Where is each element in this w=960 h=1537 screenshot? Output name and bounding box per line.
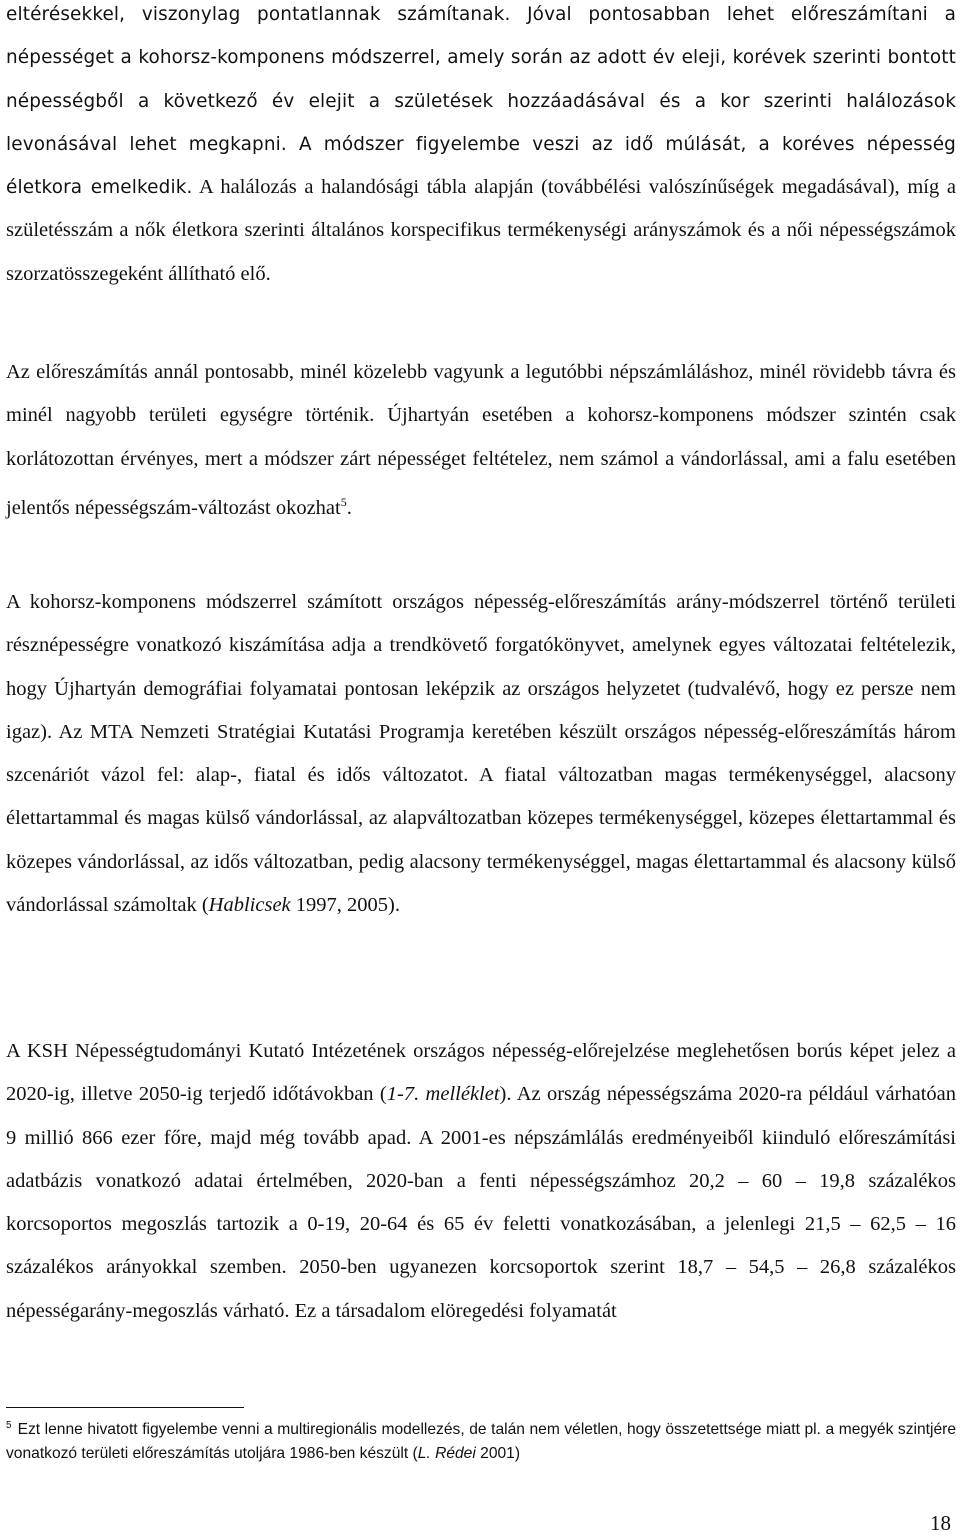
paragraph-2-text: Az előreszámítás annál pontosabb, minél közelebb vagyunk a legutóbbi népszámláláshoz, minél rövidebb távra és minél nagyobb területi egységre történik. Újhartyán esetében a kohorsz-komponens módszer szintén csak korlátozottan érvényes, mert a módszer zárt népességet feltételez, nem számol a vándorlással, ami a falu esetében jelentős népességszám-változást okozhat (6, 361, 956, 519)
paragraph-2-end: . (346, 496, 352, 519)
footnote-text: Ezt lenne hivatott figyelembe venni a multiregionális modellezés, de talán nem véletlen, hogy összetettsége miatt pl. a megyék szintjére vonatkozó területi előreszámítás utoljára 1986-ben készült ( (6, 1421, 956, 1462)
paragraph-1-sans-text: eltérésekkel, viszonylag pontatlannak számítanak. Jóval pontosabban lehet előreszámítani a népességet a kohorsz-komponens módszerrel, amely során az adott év eleji, korévek szerinti bontott népességből a következő év elejit a születések hozzáadásával és a kor szerinti halálozások levonásával lehet megkapni. A módszer figyelembe veszi az idő múlását, a koréves népesség életkora emelkedik. (6, 4, 956, 199)
page-number: 18 (930, 1511, 951, 1535)
paragraph-3-text: A kohorsz-komponens módszerrel számított országos népesség-előreszámítás arány-módszerrel történő területi résznépességre vonatkozó kiszámítása adja a trendkövető forgatókönyvet, amelynek egyes változatai feltételezik, hogy Újhartyán demográfiai folyamatai pontosan leképzik az országos helyzetet (tudvalévő, hogy ez persze nem igaz). Az MTA Nemzeti Stratégiai Kutatási Programja keretében készült országos népesség-előreszámítás három szcenáriót vázol fel: alap-, fiatal és idős változatot. A fiatal változatban magas termékenységgel, alacsony élettartammal és magas külső vándorlással, az alapváltozatban közepes termékenységgel, közepes élettartammal és közepes vándorlással, az idős változatban, pedig alacsony termékenységgel, magas élettartammal és alacsony külső vándorlással számoltak ( (6, 591, 956, 917)
citation-author: Hablicsek (208, 894, 291, 917)
footnote-separator (6, 1407, 244, 1408)
paragraph-3 (6, 581, 956, 927)
paragraph-4-text: A KSH Népességtudományi Kutató Intézetének országos népesség-előrejelzése meglehetősen borús képet jelez a 2020-ig, illetve 2050-ig terjedő időtávokban ( (6, 1040, 956, 1106)
footnote-reference[interactable]: 5 (340, 494, 347, 509)
footnote-citation-author: L. Rédei (417, 1445, 476, 1462)
paragraph-2 (6, 351, 956, 530)
paragraph-3-end: 1997, 2005). (290, 894, 400, 917)
paragraph-4-end: ). Az ország népességszáma 2020-ra például várhatóan 9 millió 866 ezer főre, majd még tovább apad. A 2001-es népszámlálás eredményeiből kiinduló előreszámítási adatbázis vonatkozó adatai értelmében, 2020-ban a fenti népességszámhoz 20,2 – 60 – 19,8 százalékos korcsoportos megoszlás tartozik a 0-19, 20-64 és 65 év feletti vonatkozásában, a jelenlegi 21,5 – 62,5 – 16 százalékos arányokkal szemben. 2050-ben ugyanezen korcsoportok szerint 18,7 – 54,5 – 26,8 százalékos népességarány-megoszlás várható. Ez a társadalom elöregedési folyamatát (6, 1083, 957, 1322)
annex-reference: 1-7. melléklet (386, 1083, 500, 1106)
footnote-end: 2001) (475, 1445, 521, 1462)
footnote-number: 5 (6, 1420, 12, 1431)
footnote (6, 1414, 956, 1466)
paragraph-4 (6, 1030, 956, 1333)
paragraph-1-serif-text: A halálozás a halandósági tábla alapján (továbbélési valószínűségek megadásával), míg a születésszám a nők életkora szerinti általános korspecifikus termékenységi arányszámok és a női népességszámok szorzatösszegeként állítható elő. (6, 176, 956, 285)
paragraph-1 (6, 0, 956, 296)
